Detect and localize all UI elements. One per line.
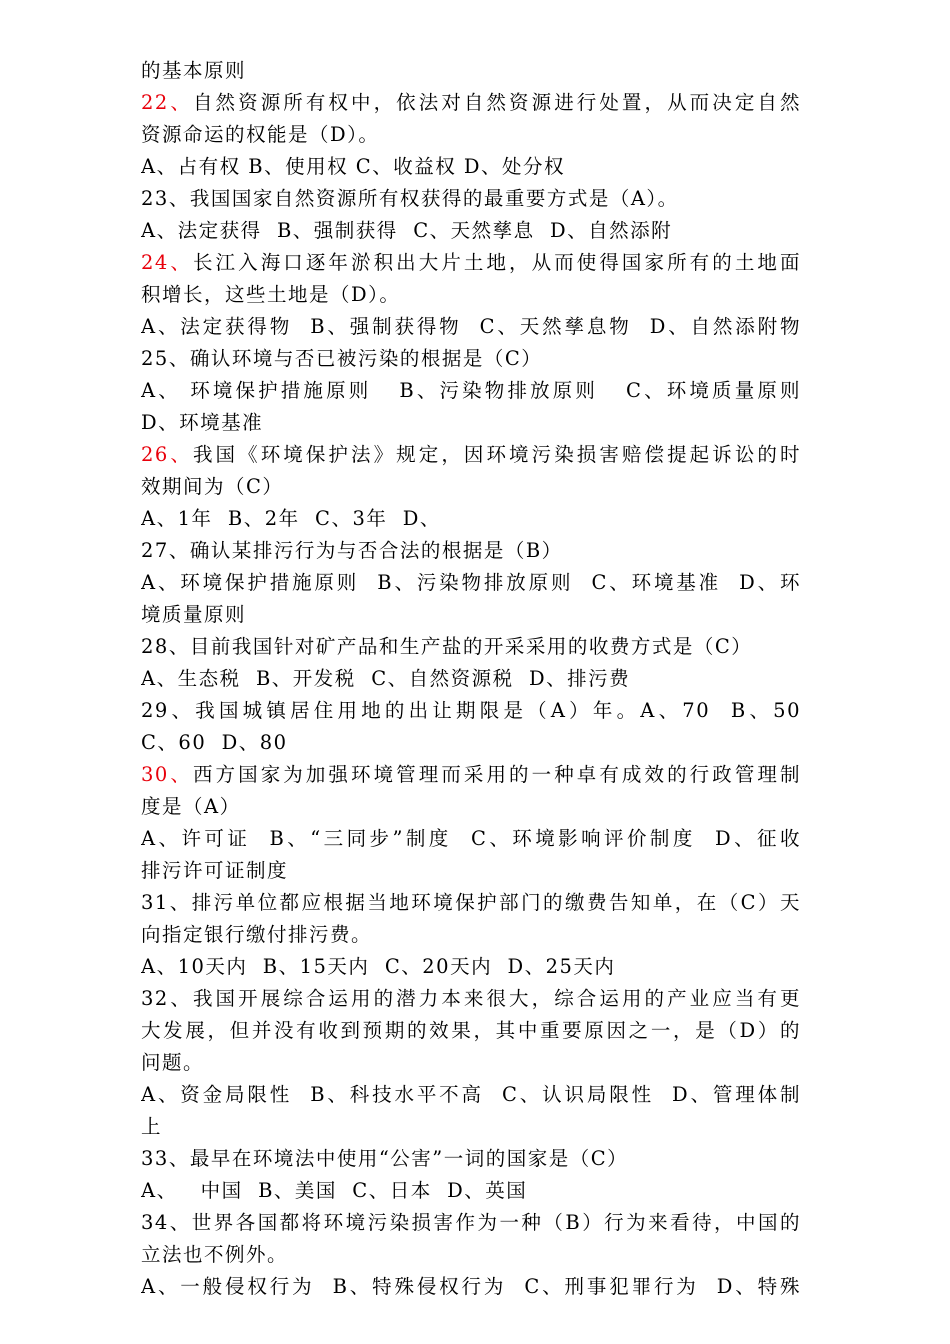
text-line [141, 1207, 801, 1239]
text-line [141, 183, 801, 215]
line-text: A、资金局限性 B、科技水平不高 C、认识局限性 D、管理体制 [141, 1083, 801, 1106]
line-text: A、法定获得物 B、强制获得物 C、天然孳息物 D、自然添附物 [141, 315, 801, 338]
line-text: 上 [141, 1115, 163, 1138]
text-line [141, 759, 801, 791]
line-text: A、生态税 B、开发税 C、自然资源税 D、排污费 [141, 667, 631, 690]
text-line [141, 1271, 801, 1303]
text-line [141, 151, 801, 183]
text-line [141, 1015, 801, 1047]
line-text: 的基本原则 [141, 59, 247, 82]
text-line [141, 439, 801, 471]
text-line [141, 887, 801, 919]
line-text: A、1年 B、2年 C、3年 D、 [141, 507, 441, 530]
line-text: 25、确认环境与否已被污染的根据是（C） [141, 347, 543, 370]
text-line [141, 599, 801, 631]
text-line [141, 1079, 801, 1111]
line-text: A、10天内 B、15天内 C、20天内 D、25天内 [141, 955, 616, 978]
text-line [141, 663, 801, 695]
text-line [141, 311, 801, 343]
text-line [141, 503, 801, 535]
text-line [141, 791, 801, 823]
line-text: 32、我国开展综合运用的潜力本来很大，综合运用的产业应当有更 [141, 987, 801, 1010]
question-number: 30、 [141, 763, 193, 786]
question-number: 24、 [141, 251, 193, 274]
text-line [141, 823, 801, 855]
line-text: 境质量原则 [141, 603, 247, 626]
line-text: 度是（A） [141, 795, 241, 818]
line-text: 资源命运的权能是（D）。 [141, 123, 380, 146]
line-text: 34、世界各国都将环境污染损害作为一种（B）行为来看待，中国的 [141, 1211, 801, 1234]
text-line [141, 55, 801, 87]
line-text: 效期间为（C） [141, 475, 284, 498]
line-text: 排污许可证制度 [141, 859, 289, 882]
text-line [141, 855, 801, 887]
line-text: 29、我国城镇居住用地的出让期限是（A）年。A、70 B、50 [141, 699, 801, 722]
line-text: D、环境基准 [141, 411, 264, 434]
text-line [141, 1111, 801, 1143]
line-text: 长江入海口逐年淤积出大片土地，从而使得国家所有的土地面 [192, 251, 801, 274]
text-line [141, 119, 801, 151]
text-line [141, 343, 801, 375]
line-text: A、占有权 B、使用权 C、收益权 D、处分权 [141, 155, 566, 178]
line-text: 向指定银行缴付排污费。 [141, 923, 373, 946]
text-line [141, 951, 801, 983]
line-text: 西方国家为加强环境管理而采用的一种卓有成效的行政管理制 [192, 763, 801, 786]
text-line [141, 407, 801, 439]
line-text: C、60 D、80 [141, 731, 288, 754]
line-text: A、法定获得 B、强制获得 C、天然孳息 D、自然添附 [141, 219, 673, 242]
line-text: A、许可证 B、“三同步”制度 C、环境影响评价制度 D、征收 [141, 827, 801, 850]
line-text: 23、我国国家自然资源所有权获得的最重要方式是（A）。 [141, 187, 679, 210]
text-line [141, 695, 801, 727]
line-text: 31、排污单位都应根据当地环境保护部门的缴费告知单，在（C）天 [141, 891, 801, 914]
text-line [141, 535, 801, 567]
line-text: 问题。 [141, 1051, 205, 1074]
text-line [141, 567, 801, 599]
text-line [141, 983, 801, 1015]
text-line [141, 1143, 801, 1175]
line-text: 28、目前我国针对矿产品和生产盐的开采采用的收费方式是（C） [141, 635, 753, 658]
question-number: 22、 [141, 91, 193, 114]
line-text: A、一般侵权行为 B、特殊侵权行为 C、刑事犯罪行为 D、特殊 [141, 1275, 801, 1298]
line-text: 27、确认某排污行为与否合法的根据是（B） [141, 539, 563, 562]
line-text: 大发展，但并没有收到预期的效果，其中重要原因之一，是（D）的 [141, 1019, 801, 1042]
line-text: 我国《环境保护法》规定，因环境污染损害赔偿提起诉讼的时 [192, 443, 801, 466]
text-line [141, 279, 801, 311]
question-number: 26、 [141, 443, 193, 466]
text-line [141, 727, 801, 759]
document-page [141, 55, 801, 1303]
text-line [141, 247, 801, 279]
line-text: 立法也不例外。 [141, 1243, 289, 1266]
line-text: 自然资源所有权中，依法对自然资源进行处置，从而决定自然 [192, 91, 801, 114]
text-line [141, 1047, 801, 1079]
text-line [141, 1239, 801, 1271]
line-text: A、 环境保护措施原则 B、污染物排放原则 C、环境质量原则 [141, 379, 801, 402]
text-line [141, 471, 801, 503]
text-line [141, 919, 801, 951]
text-line [141, 1175, 801, 1207]
line-text: A、 中国 B、美国 C、日本 D、英国 [141, 1179, 528, 1202]
text-line [141, 87, 801, 119]
text-line [141, 215, 801, 247]
line-text: A、环境保护措施原则 B、污染物排放原则 C、环境基准 D、环 [141, 571, 801, 594]
line-text: 积增长，这些土地是（D）。 [141, 283, 401, 306]
line-text: 33、最早在环境法中使用“公害”一词的国家是（C） [141, 1147, 629, 1170]
text-line [141, 631, 801, 663]
text-line [141, 375, 801, 407]
